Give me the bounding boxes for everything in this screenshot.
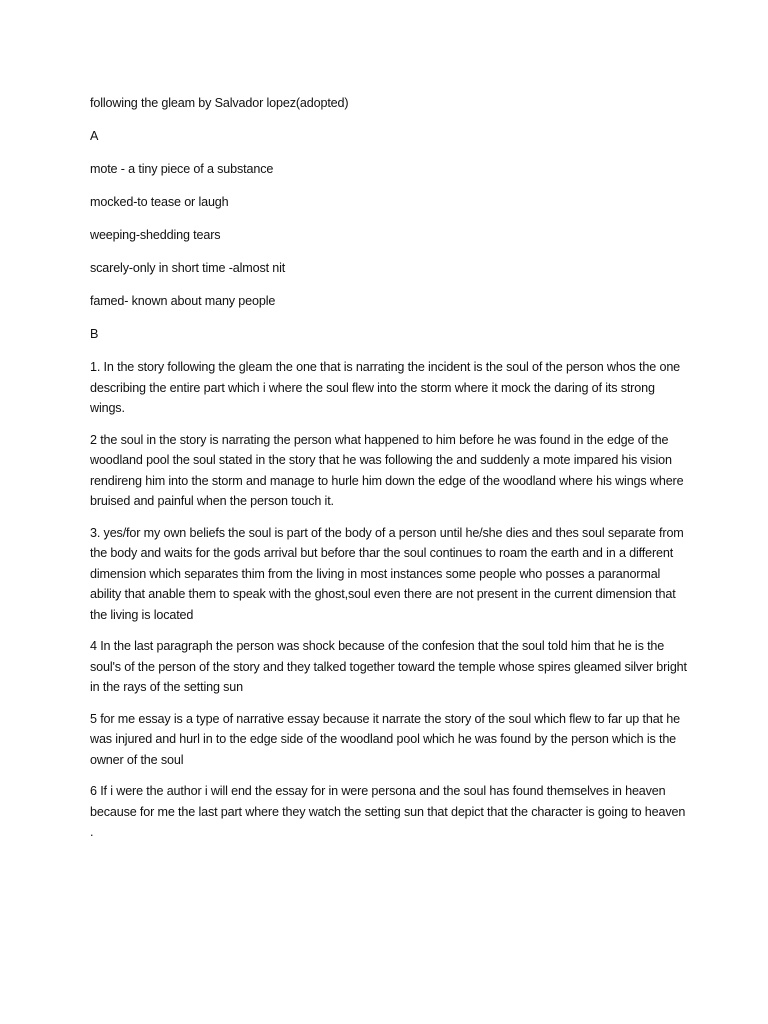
vocabulary-item-scarely: scarely-only in short time -almost nit [90,261,286,275]
answer-6: 6 If i were the author i will end the essay for in were persona and the soul has found themselves in heaven because for me the last part where they watch the setting sun that depict that the character is going to heaven . [90,784,686,839]
answer-1: 1. In the story following the gleam the one that is narrating the incident is the soul of the person whos the one describing the entire part which i where the soul flew into the storm where it mock the daring of its strong wings. [90,360,681,415]
answer-2: 2 the soul in the story is narrating the person what happened to him before he was found in the edge of the woodland pool the soul stated in the story that he was following the and suddenly a mote impared his vision rendireng him into the storm and manage to hurle him down the edge of the woodland where his wings where bruised and painful when the person touch it. [90,432,684,508]
answer-5: 5 for me essay is a type of narrative essay because it narrate the story of the soul which flew to far up that he was injured and hurl in to the edge side of the woodland pool which he was found by the person which is the owner of the soul [90,711,680,767]
vocabulary-item-mocked: mocked-to tease or laugh [90,195,229,209]
vocabulary-item-famed: famed- known about many people [90,294,276,308]
section-a-label: A [90,129,99,143]
vocabulary-item-weeping: weeping-shedding tears [90,228,221,242]
document-body [90,93,690,854]
answer-4: 4 In the last paragraph the person was shock because of the confesion that the soul told him that he is the soul's of the person of the story and they talked together toward the temple whose spires gleamed silver bright in the rays of the setting sun [90,639,687,694]
answer-3: 3. yes/for my own beliefs the soul is part of the body of a person until he/she dies and thes soul separate from the body and waits for the gods arrival but before thar the soul continues to roam the earth and in a different dimension which separates thim from the living in most instances some people who posses a paranormal ability that anable them to speak with the ghost,soul even there are not present in the current dimension that the living is located [90,525,684,622]
section-b-label: B [90,327,99,341]
vocabulary-item-mote: mote - a tiny piece of a substance [90,162,274,176]
document-title: following the gleam by Salvador lopez(adopted) [90,96,349,110]
